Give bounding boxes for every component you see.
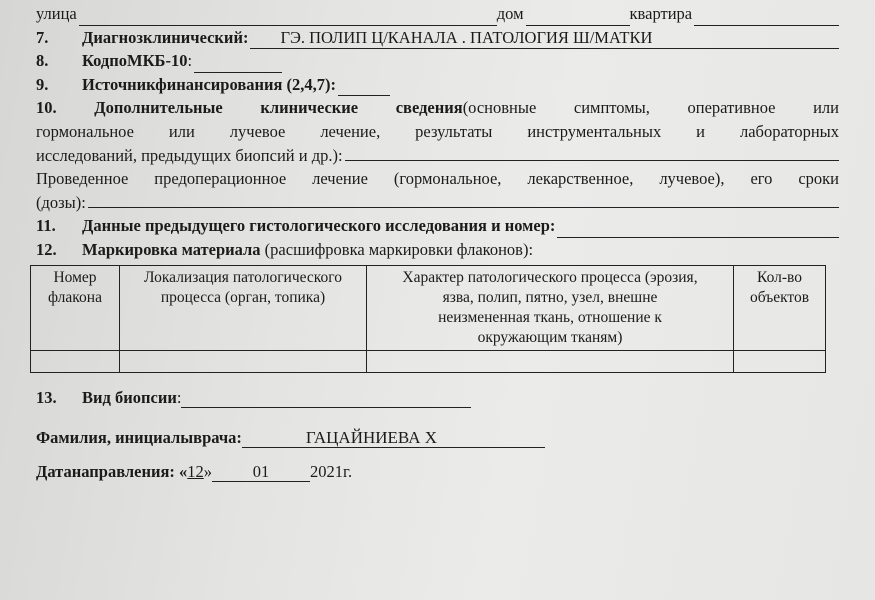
cell-vial-number[interactable] — [31, 351, 120, 373]
cell-object-count[interactable] — [734, 351, 826, 373]
field-12-label: Маркировка материала — [82, 239, 261, 259]
field-13-row — [36, 388, 471, 408]
doctor-field[interactable] — [242, 428, 545, 448]
header-text: Кол-во — [757, 269, 802, 286]
field-11-row — [36, 214, 839, 238]
date-day[interactable]: 12 — [187, 462, 204, 481]
header-vial-number — [31, 266, 120, 351]
biopsy-type-field[interactable] — [181, 391, 471, 408]
header-process-nature — [367, 266, 734, 351]
header-text: объектов — [749, 289, 810, 306]
field-8-number: 8. — [36, 51, 49, 71]
doctor-row — [36, 428, 545, 448]
diagnosis-value: ГЭ. ПОЛИП Ц/КАНАЛА . ПАТОЛОГИЯ Ш/МАТКИ — [280, 27, 653, 47]
field-10-label-wrap — [396, 96, 537, 120]
date-label: Датанаправления: « — [36, 462, 188, 481]
field-9-number: 9. — [36, 74, 49, 94]
field-11-label: Данные предыдущего гистологического исследования и номер: — [82, 216, 556, 236]
header-object-count — [734, 266, 826, 351]
field-11-number: 11. — [36, 216, 56, 236]
preop-line-2 — [36, 191, 839, 215]
preop-line-2-text: (дозы): — [36, 192, 86, 212]
clinical-info-field[interactable] — [345, 144, 839, 161]
field-9-row — [36, 73, 839, 97]
field-7-label: Диагнозклинический: — [82, 27, 249, 47]
date-month: 01 — [252, 462, 270, 481]
field-10-line-2: гормональное или лучевое лечение, результаты инструментальных и лабораторных — [36, 121, 839, 141]
field-10-text-word: (основные — [462, 98, 537, 118]
cell-process-nature[interactable] — [367, 351, 734, 373]
header-text: процесса (орган, топика) — [160, 289, 326, 306]
field-10-text-word: или — [813, 98, 839, 118]
field-12-note: (расшифровка маркировки флаконов): — [260, 239, 534, 259]
icd-code-field[interactable] — [194, 56, 282, 73]
funding-source-field[interactable] — [338, 79, 390, 96]
field-12-row — [36, 238, 839, 262]
apt-field[interactable] — [694, 9, 839, 26]
date-year: 2021г. — [310, 462, 353, 481]
field-12-number: 12. — [36, 239, 57, 259]
field-8-label: КодпоМКБ-10 — [82, 51, 188, 71]
address-row — [36, 2, 839, 26]
field-10-number: 10. — [36, 98, 57, 118]
header-localization — [120, 266, 367, 351]
field-10-line-3 — [36, 144, 839, 168]
field-8-row — [36, 49, 839, 73]
apt-label: квартира — [629, 4, 693, 23]
doctor-name: ГАЦАЙНИЕВА Х — [305, 428, 438, 447]
header-text: Локализация патологического — [144, 269, 342, 286]
field-10-label-word-3: сведения — [395, 98, 463, 118]
header-text: Номер — [53, 269, 97, 286]
field-10-text-word: симптомы, — [573, 98, 650, 118]
field-10-block — [36, 96, 839, 214]
field-13-label: Вид биопсии — [82, 388, 177, 407]
preop-treatment-field[interactable] — [88, 191, 839, 208]
header-text: неизмененная ткань, отношение к — [438, 309, 662, 326]
preop-line-1: Проведенное предоперационное лечение (гормональное, лекарственное, лучевое), его сроки — [36, 169, 839, 189]
date-month-field[interactable] — [212, 462, 310, 482]
field-8-colon: : — [187, 51, 193, 71]
house-label: дом — [496, 4, 524, 23]
date-row — [36, 462, 352, 482]
table-header-row — [31, 266, 826, 351]
date-close-quote: » — [203, 462, 213, 481]
field-7-number: 7. — [36, 27, 49, 47]
header-text: окружающим тканям) — [477, 329, 623, 346]
house-field[interactable] — [526, 9, 630, 26]
form-page — [36, 0, 839, 262]
doctor-label: Фамилия, инициалыврача: — [36, 428, 242, 447]
street-label: улица — [36, 4, 77, 23]
field-7-row — [36, 26, 839, 50]
table-row — [31, 351, 826, 373]
field-10-text-word: оперативное — [687, 98, 776, 118]
street-field[interactable] — [79, 9, 497, 26]
material-marking-table — [30, 265, 826, 373]
field-13-colon: : — [176, 388, 182, 407]
field-13-number: 13. — [36, 388, 57, 407]
previous-histology-field[interactable] — [557, 221, 839, 238]
header-text: Характер патологического процесса (эрозия, — [402, 269, 698, 286]
field-10-label-word-2: клинические — [260, 98, 359, 118]
field-9-label: Источникфинансирования (2,4,7): — [82, 74, 337, 94]
diagnosis-field[interactable] — [250, 27, 839, 49]
field-10-line-3-text: исследований, предыдущих биопсий и др.): — [36, 145, 343, 165]
header-text: язва, полип, пятно, узел, внешне — [442, 289, 658, 306]
field-10-label-word-1: Дополнительные — [94, 98, 223, 118]
field-10-line-1 — [36, 96, 839, 120]
header-text: флакона — [48, 289, 102, 306]
cell-localization[interactable] — [120, 351, 367, 373]
